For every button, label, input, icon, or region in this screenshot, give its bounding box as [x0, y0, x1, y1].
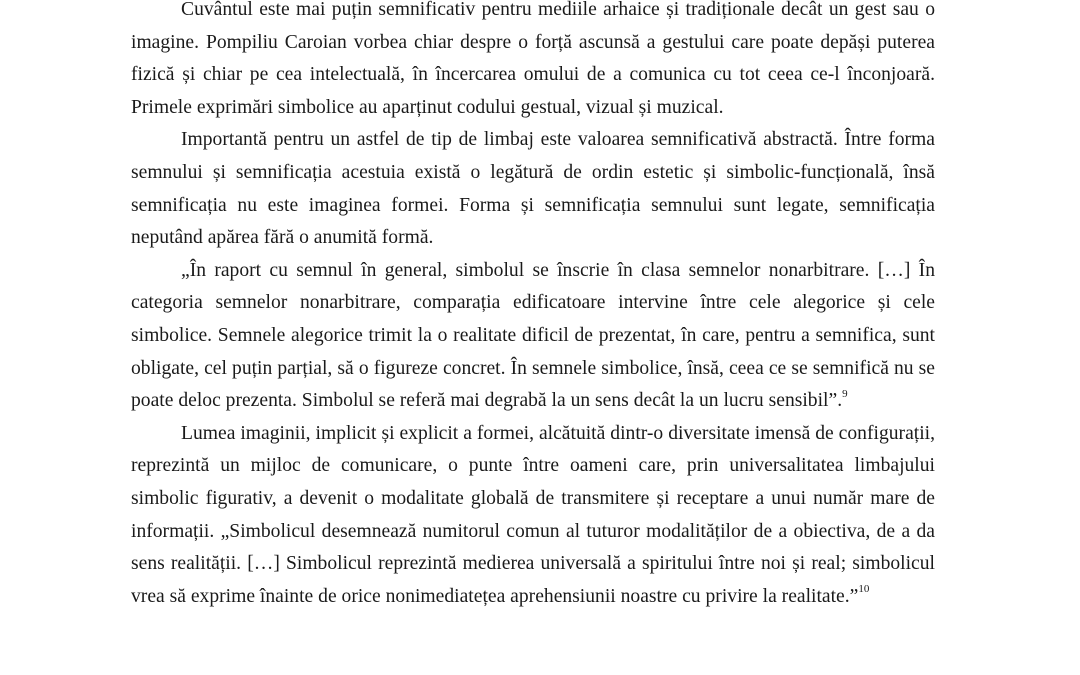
paragraph-text: Lumea imaginii, implicit și explicit a formei, alcătuită dintr-o diversitate imensă de configurații, reprezintă un mijloc de comunicare, o punte între oameni care, prin universalitatea limbajului simbolic figurativ, a devenit o modalitate globală de transmitere și receptare a unui număr mare de informații. „Simbolicul desemnează numitorul comun al tuturor modalităților de a obiectiva, de a da sens realității. […] Simbolicul reprezintă medierea universală a spiritului între noi și real; simbolicul vrea să exprime înainte de orice nonimediatețea aprehensiunii noastre cu privire la realitate.” [131, 422, 935, 607]
paragraph-image-world [131, 418, 935, 614]
paragraph-text: Importantă pentru un astfel de tip de limbaj este valoarea semnificativă abstractă. Între forma semnului și semnificația acestuia există o legătură de ordin estetic și simbolic-funcțională, însă semnificația nu este imaginea formei. Forma și semnificația semnului sunt legate, semnificația neputând apărea fără o anumită formă. [131, 129, 935, 249]
paragraph-word-vs-gesture [131, 0, 935, 124]
paragraph-text: Cuvântul este mai puțin semnificativ pentru mediile arhaice și tradiționale decât un gest sau o imagine. Pompiliu Caroian vorbea chiar despre o forță ascunsă a gestului care poate depăși puterea fizică și chiar pe cea intelectuală, în încercarea omului de a comunica cu tot ceea ce-l înconjoară. Primele exprimări simbolice au aparținut codului gestual, vizual și muzical. [131, 0, 935, 118]
paragraph-abstract-value [131, 124, 935, 254]
document-page [131, 0, 935, 613]
paragraph-symbol-quote [131, 255, 935, 418]
paragraph-text: „În raport cu semnul în general, simbolul se înscrie în clasa semnelor nonarbitrare. […] În categoria semnelor nonarbitrare, comparația edificatoare intervine între cele alegorice și cele simbolice. Semnele alegorice trimit la o realitate dificil de prezentat, în care, pentru a semnifica, sunt obligate, cel puțin parțial, să o figureze concret. În semnele simbolice, însă, ceea ce se semnifică nu se poate deloc prezenta. Simbolul se referă mai degrabă la un sens decât la un lucru sensibil”. [131, 259, 935, 412]
footnote-marker-9[interactable]: 9 [842, 387, 848, 400]
footnote-marker-10[interactable]: 10 [858, 583, 870, 596]
